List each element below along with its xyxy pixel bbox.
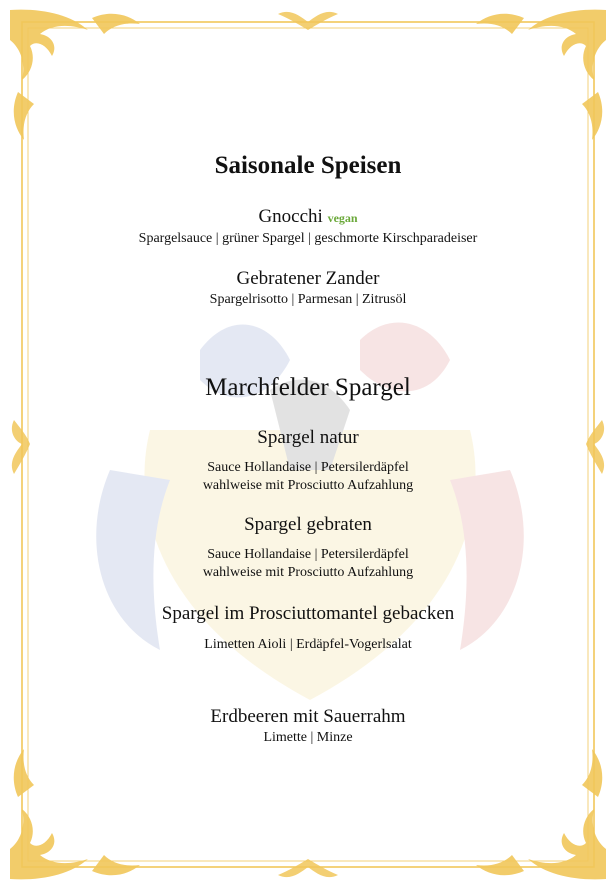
dish-description-spargel-natur-1: Sauce Hollandaise | Petersilerdäpfel bbox=[207, 460, 409, 475]
dish-description-spargel-gebraten-1: Sauce Hollandaise | Petersilerdäpfel bbox=[207, 547, 409, 562]
corner-ornament-bottom-left bbox=[10, 749, 140, 879]
corner-ornament-bottom-right bbox=[476, 749, 606, 879]
dish-description-prosciuttomantel: Limetten Aioli | Erdäpfel-Vogerlsalat bbox=[204, 637, 412, 652]
dish-name-prosciuttomantel: Spargel im Prosciuttomantel gebacken bbox=[161, 603, 455, 624]
dish-description-spargel-gebraten-2: wahlweise mit Prosciutto Aufzahlung bbox=[202, 565, 414, 580]
dish-name-erdbeeren: Erdbeeren mit Sauerrahm bbox=[210, 706, 406, 727]
corner-ornament-top-right bbox=[476, 10, 606, 140]
dish-description-erdbeeren: Limette | Minze bbox=[263, 730, 353, 745]
section-title-saisonale: Saisonale Speisen bbox=[214, 152, 402, 179]
dish-name-text: Gnocchi bbox=[258, 206, 323, 227]
ornament-top-center bbox=[278, 12, 338, 30]
dish-description-gnocchi: Spargelsauce | grüner Spargel | geschmorte Kirschparadeiser bbox=[138, 231, 478, 246]
ornament-bottom-center bbox=[278, 859, 338, 877]
dish-description-spargel-natur-2: wahlweise mit Prosciutto Aufzahlung bbox=[202, 478, 414, 493]
dish-name-gnocchi bbox=[0, 206, 616, 228]
corner-ornament-top-left bbox=[10, 10, 140, 140]
vegan-badge: vegan bbox=[327, 211, 358, 225]
dish-name-spargel-gebraten: Spargel gebraten bbox=[244, 514, 372, 535]
dish-name-spargel-natur: Spargel natur bbox=[257, 427, 359, 448]
dish-name-zander: Gebratener Zander bbox=[236, 268, 380, 289]
dish-description-zander: Spargelrisotto | Parmesan | Zitrusöl bbox=[209, 292, 407, 307]
section-title-marchfelder: Marchfelder Spargel bbox=[205, 374, 411, 401]
